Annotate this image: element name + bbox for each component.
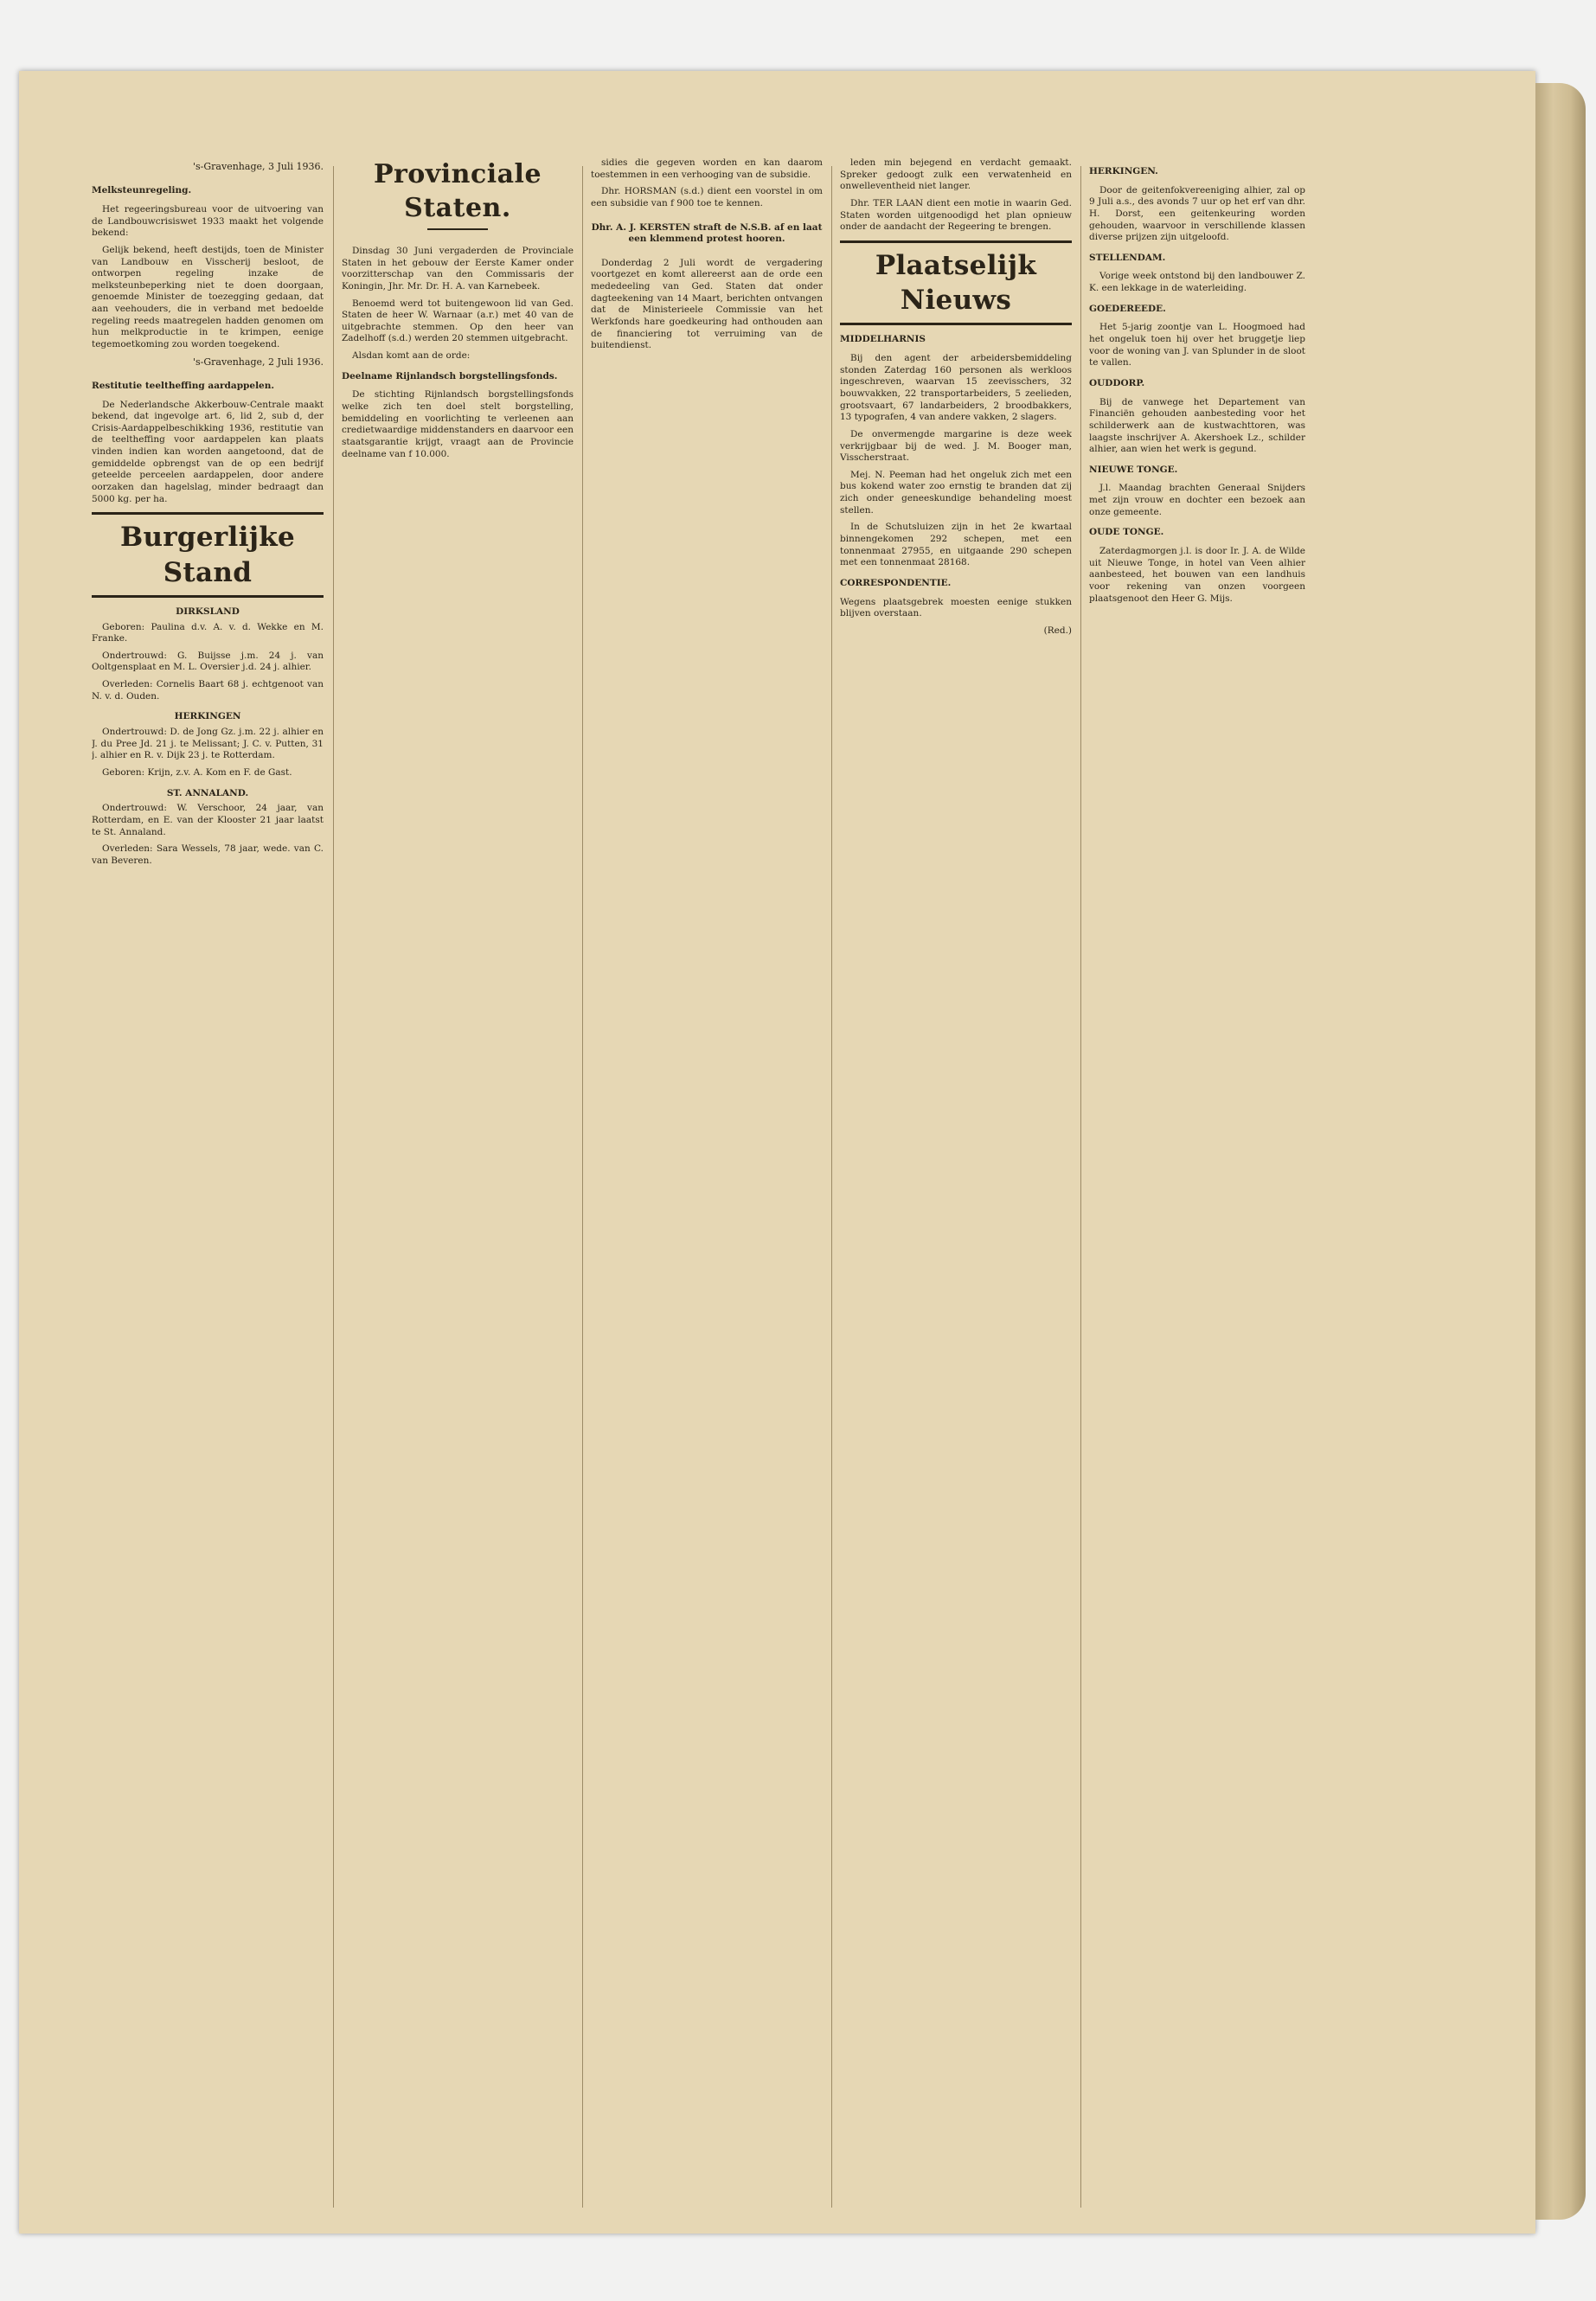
dateline: 's-Gravenhage, 3 Juli 1936. — [193, 161, 324, 172]
place-heading: HERKINGEN. — [1089, 166, 1158, 176]
paragraph: De Nederlandsche Akkerbouw-Centrale maakt bekend, dat ingevolge art. 6, lid 2, sub d, der Crisis-Aardappelbeschikking 1936, restitutie van de teeltheffing voor aardappelen kan plaats vinden indien kan worden aangetoond, dat de gemiddelde opbrengst van de op een bedrijf geteelde perceelen aardappelen, door andere oorzaken dan hagelslag, minder bedraagt dan 5000 kg. per ha. — [92, 399, 324, 504]
news-item: Zaterdagmorgen j.l. is door Ir. J. A. de Wilde uit Nieuwe Tonge, in hotel van Veen alhier aanbesteed, het bouwen van een landhuis voor rekening van onzen voorgeen plaatsgenoot den Heer G. Mijs. — [1089, 546, 1305, 604]
registry-entry: Geboren: Paulina d.v. A. v. d. Wekke en M. Franke. — [92, 621, 324, 644]
news-item: Door de geitenfokvereeniging alhier, zal op 9 Juli a.s., des avonds 7 uur op het erf van dhr. H. Dorst, een geitenkeuring worden gehouden, waarvoor in verschillende klassen diverse prijzen zijn uitgeloofd. — [1089, 184, 1305, 243]
registry-entry: Ondertrouwd: W. Verschoor, 24 jaar, van Rotterdam, en E. van der Klooster 21 jaar laatst te St. Annaland. — [92, 803, 324, 837]
place-heading: DIRKSLAND — [176, 606, 240, 617]
paragraph: De stichting Rijnlandsch borgstellingsfonds welke zich ten doel stelt borgstelling, bemiddeling en voorlichting te verleenen aan credietwaardige middenstanders en daarvoor een staatsgarantie krijgt, vraagt aan de Provincie deelname van f 10.000. — [342, 389, 574, 459]
article-heading: Melksteunregeling. — [92, 185, 192, 196]
place-heading: NIEUWE TONGE. — [1089, 464, 1178, 475]
registry-entry: Geboren: Krijn, z.v. A. Kom en F. de Gast. — [102, 766, 292, 778]
page-edge-curl — [1535, 83, 1586, 2220]
registry-entry: Ondertrouwd: G. Buijsse j.m. 24 j. van Ooltgensplaat en M. L. Oversier j.d. 24 j. alhier. — [92, 650, 324, 673]
section-title: Provinciale Staten. — [373, 159, 542, 223]
news-item: Bij den agent der arbeidersbemiddeling stonden Zaterdag 160 personen als werkloos ingeschreven, waarvan 15 zeevisschers, 32 bouwvakken, 22 transportarbeiders, 5 zeelieden, grootsvaart, 67 landarbeiders, 2 broodbakkers, 13 typografen, 4 van andere vakken, 2 slagers. — [840, 353, 1072, 423]
news-item: De onvermengde margarine is deze week verkrijgbaar bij de wed. J. M. Booger man, Visscherstraat. — [840, 428, 1072, 464]
news-item: Vorige week ontstond bij den landbouwer Z. K. een lekkage in de waterleiding. — [1089, 271, 1305, 294]
paragraph: Dhr. HORSMAN (s.d.) dient een voorstel in om een subsidie van f 900 toe te kennen. — [591, 186, 823, 208]
news-item: Bij de vanwege het Departement van Financiën gehouden aanbesteding voor het schilderwerk aan de kustwachttoren, was laagste inschrijver A. Akershoek Lz., schilder alhier, aan wien het werk is gegund. — [1089, 396, 1305, 455]
paragraph: Alsdan komt aan de orde: — [352, 350, 471, 362]
article-heading: Restitutie teeltheffing aardappelen. — [92, 380, 275, 391]
place-heading: GOEDEREEDE. — [1089, 303, 1166, 314]
news-item: Het 5-jarig zoontje van L. Hoogmoed had het ongeluk toen hij over het bruggetje liep voor de woning van J. van Splunder in de sloot te vallen. — [1089, 322, 1305, 369]
place-heading: ST. ANNALAND. — [166, 787, 249, 798]
editor-signature: (Red.) — [1043, 625, 1072, 636]
column-5 — [1089, 157, 1305, 2216]
section-banner: Plaatselijk Nieuws — [840, 240, 1072, 326]
correspondence-heading: CORRESPONDENTIE. — [840, 577, 952, 588]
paragraph: Het regeeringsbureau voor de uitvoering van de Landbouwcrisiswet 1933 maakt het volgende bekend: — [92, 203, 324, 239]
dateline: 's-Gravenhage, 2 Juli 1936. — [193, 356, 324, 368]
news-item: J.l. Maandag brachten Generaal Snijders met zijn vrouw en dochter een bezoek aan onze gemeente. — [1089, 483, 1305, 517]
registry-entry: Overleden: Sara Wessels, 78 jaar, wede. van C. van Beveren. — [92, 843, 324, 866]
paragraph: sidies die gegeven worden en kan daarom toestemmen in een verhooging van de subsidie. — [591, 157, 823, 180]
paragraph: Gelijk bekend, heeft destijds, toen de Minister van Landbouw en Visscherij besloot, de ontworpen regeling inzake de melksteunbeperking niet te doen doorgaan, genoemde Minister de toezegging gedaan, dat aan veehouders, die in verband met bedoelde regeling reeds maatregelen hadden genomen om hun melkproductie in te krimpen, eenige tegemoetkoming zou worden toegekend. — [92, 244, 324, 349]
place-heading: MIDDELHARNIS — [840, 334, 926, 345]
place-heading: HERKINGEN — [174, 711, 241, 722]
correspondence-text: Wegens plaatsgebrek moesten eenige stukken blijven overstaan. — [840, 596, 1072, 619]
column-divider — [831, 166, 832, 2208]
paragraph: leden min bejegend en verdacht gemaakt. Spreker gedoogt zulk een verwatenheid en onwelleventheid niet langer. — [840, 157, 1072, 192]
place-heading: STELLENDAM. — [1089, 252, 1166, 263]
column-2 — [342, 157, 574, 2216]
paragraph: Dinsdag 30 Juni vergaderden de Provinciale Staten in het gebouw der Eerste Kamer onder voorzitterschap van den Commissaris der Koningin, Jhr. Mr. Dr. H. A. van Karnebeek. — [342, 246, 574, 292]
paragraph: Benoemd werd tot buitengewoon lid van Ged. Staten de heer W. Warnaar (a.r.) met 40 van de uitgebrachte stemmen. Op den heer van Zadelhoff (s.d.) werden 20 stemmen uitgebracht. — [342, 298, 574, 344]
column-1 — [92, 157, 324, 2216]
place-heading: OUDE TONGE. — [1089, 527, 1164, 538]
column-divider — [333, 166, 334, 2208]
column-3 — [591, 157, 823, 2216]
column-4 — [840, 157, 1072, 2216]
column-divider — [582, 166, 583, 2208]
news-item: In de Schutsluizen zijn in het 2e kwartaal binnengekomen 292 schepen, met een tonnenmaat 27955, en uitgaande 290 schepen met een tonnenmaat 28168. — [840, 522, 1072, 568]
article-headline: Dhr. A. J. KERSTEN straft de N.S.B. af en laat een klemmend protest hooren. — [591, 221, 823, 245]
title-rule — [427, 228, 488, 230]
newspaper-page — [19, 71, 1535, 2234]
paragraph: Dhr. TER LAAN dient een motie in waarin Ged. Staten worden uitgenoodigd het plan opnieuw onder de aandacht der Regeering te brengen. — [840, 197, 1072, 233]
paragraph: Donderdag 2 Juli wordt de vergadering voortgezet en komt allereerst aan de orde een mededeeling van Ged. Staten dat onder dagteekening van 14 Maart, berichten ontvangen dat de Ministerieele Commissie van het Werkfonds hare goedkeuring had onthouden aan de financiering tot verruiming van de buitendienst. — [591, 257, 823, 351]
section-banner: Burgerlijke Stand — [92, 512, 324, 598]
registry-entry: Overleden: Cornelis Baart 68 j. echtgenoot van N. v. d. Ouden. — [92, 679, 324, 702]
news-item: Mej. N. Peeman had het ongeluk zich met een bus kokend water zoo ernstig te branden dat zij zich onder geneeskundige behandeling moest stellen. — [840, 469, 1072, 516]
place-heading: OUDDORP. — [1089, 377, 1145, 388]
registry-entry: Ondertrouwd: D. de Jong Gz. j.m. 22 j. alhier en J. du Pree Jd. 21 j. te Melissant; J. C. v. Putten, 31 j. alhier en R. v. Dijk 23 j. te Rotterdam. — [92, 727, 324, 761]
column-divider — [1080, 166, 1081, 2208]
article-heading: Deelname Rijnlandsch borgstellingsfonds. — [342, 370, 558, 381]
